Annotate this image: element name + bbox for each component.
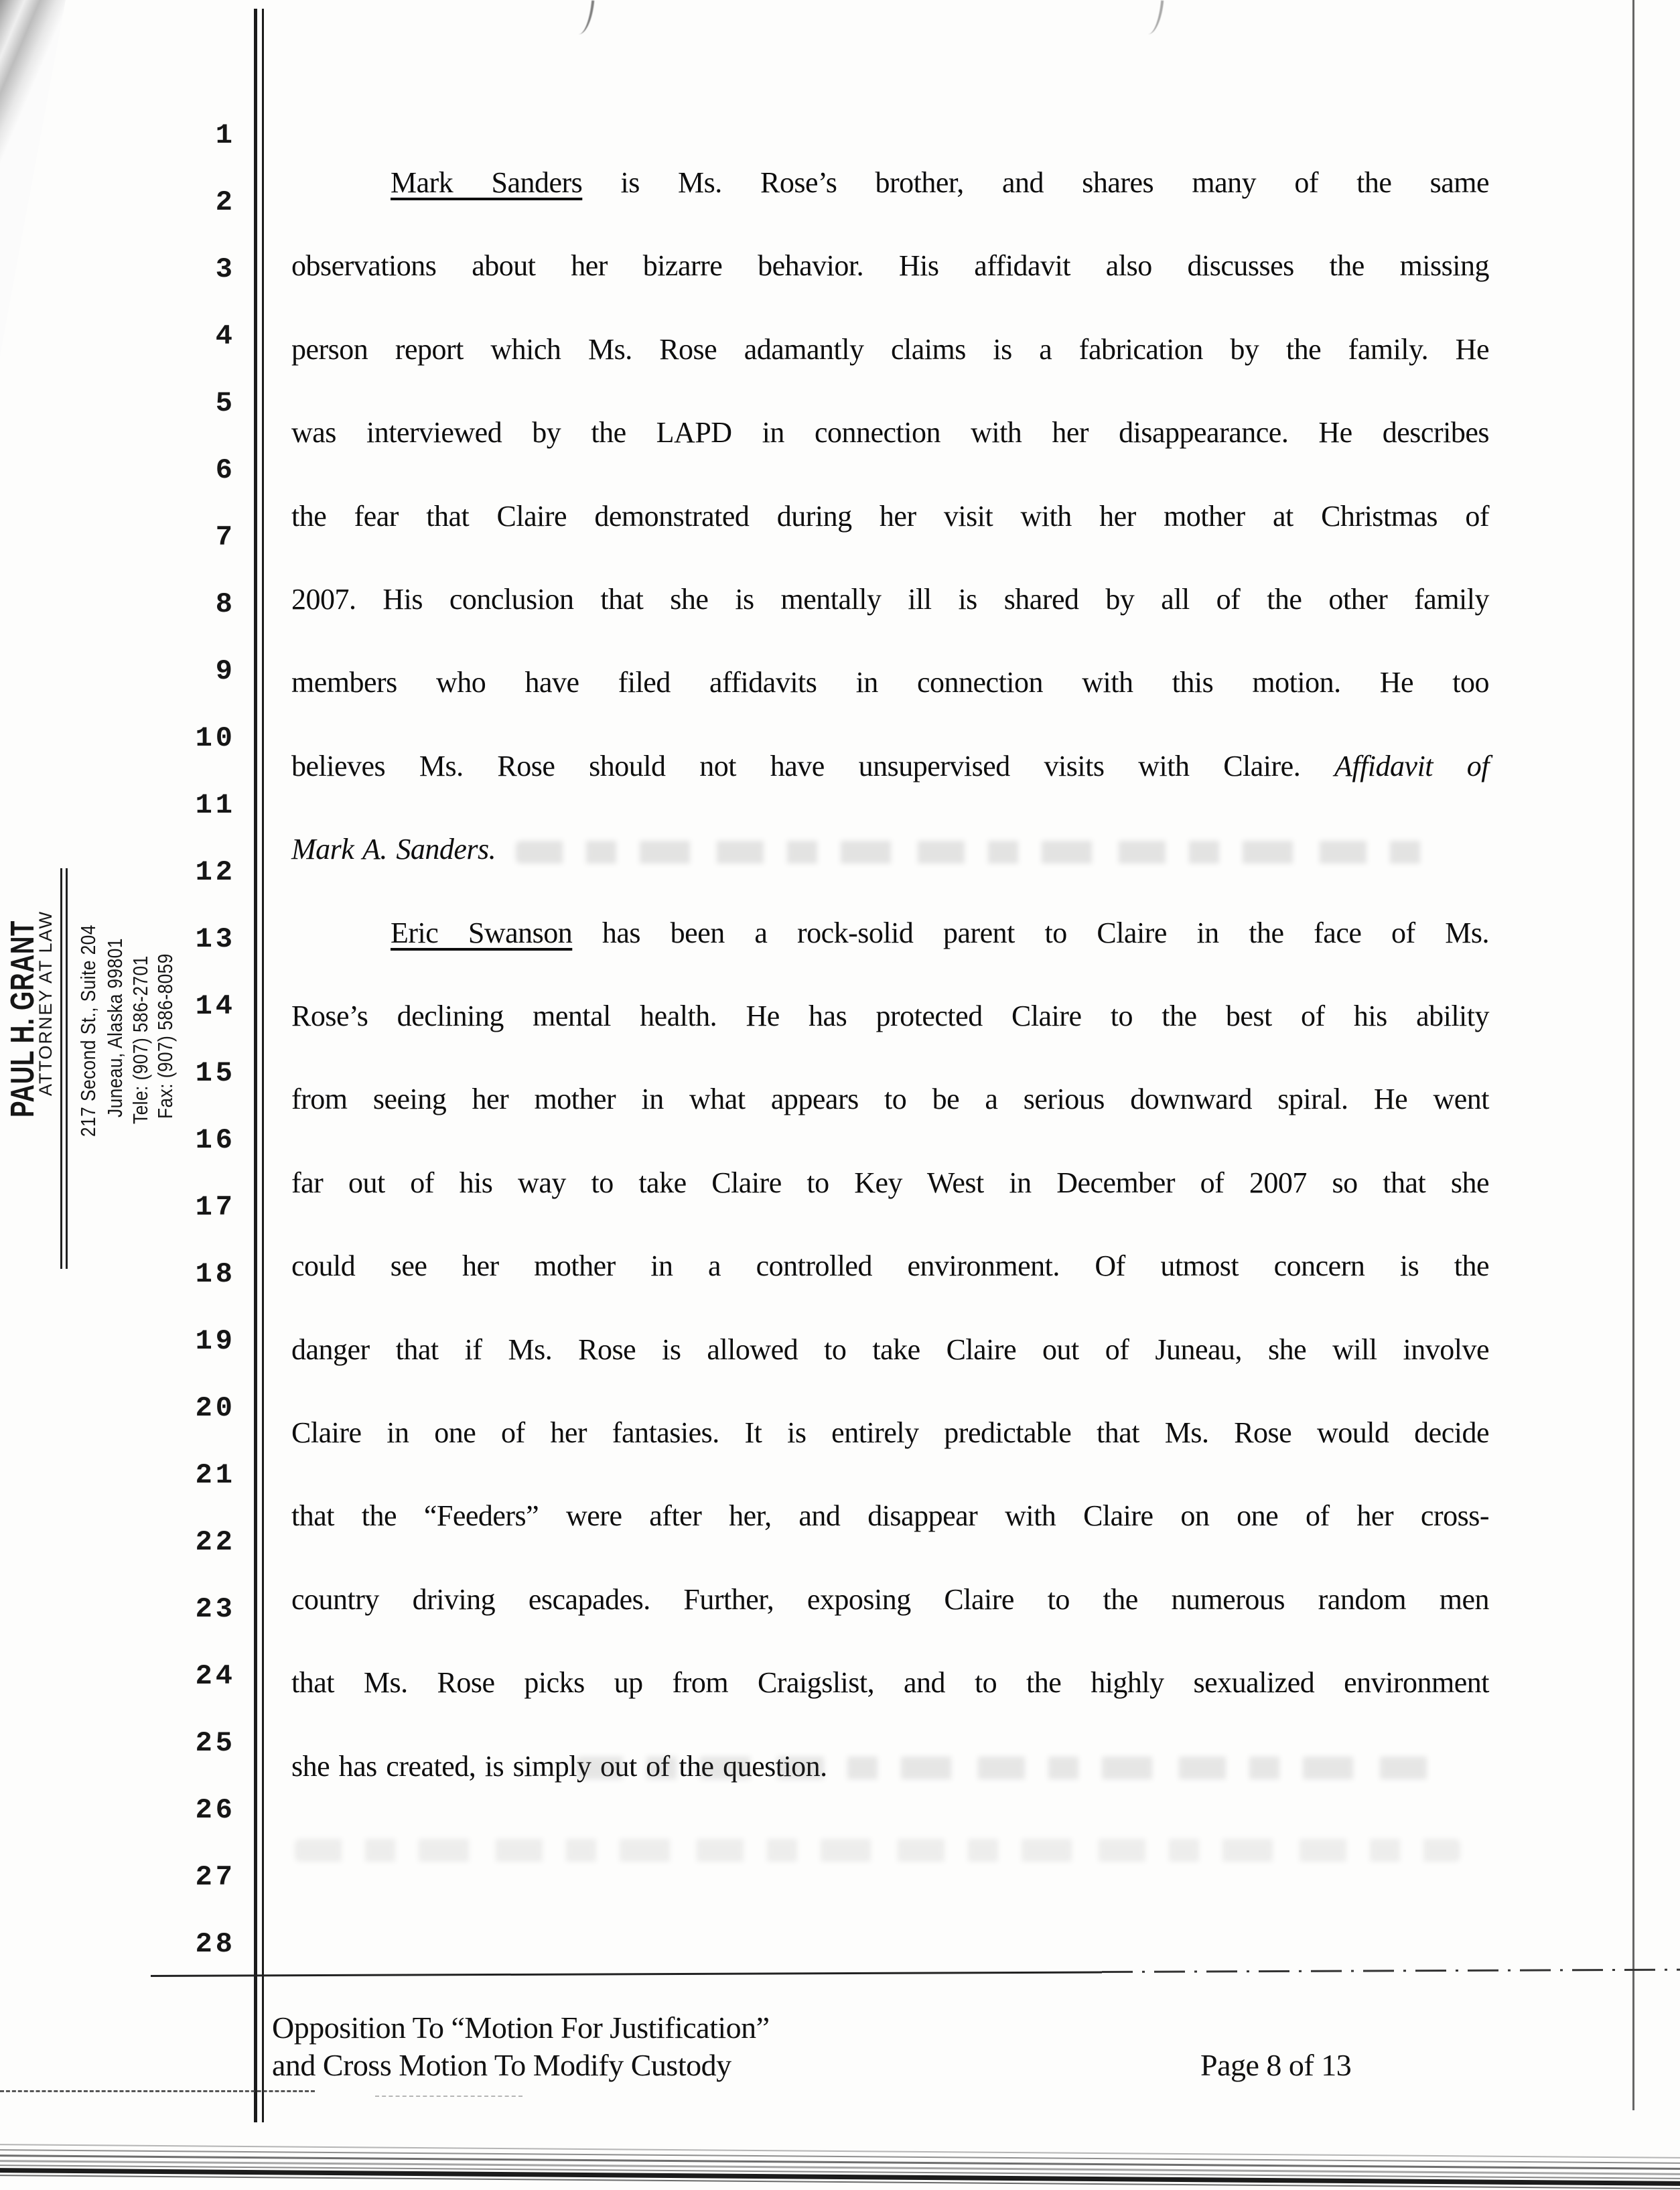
body-line [291, 249, 1489, 287]
line-number: 21 [195, 1459, 236, 1491]
line-number: 5 [215, 387, 236, 419]
text-segment: that the “Feeders” were after her, and disappear with Claire on one of her cross- [291, 1499, 1489, 1533]
body-line [291, 1166, 1489, 1205]
text-segment: the fear that Claire demonstrated during her visit with her mother at Christmas of [291, 499, 1489, 533]
attorney-address-street: 217 Second St., Suite 204 [76, 925, 100, 1137]
bleed-through-smudge [516, 841, 1440, 864]
line-number: 1 [215, 119, 236, 151]
line-number: 12 [195, 856, 236, 888]
footer-case-title-line1: Opposition To “Motion For Justification” [272, 2010, 770, 2045]
body-line [291, 665, 1489, 704]
text-segment: Rose’s declining mental health. He has protected Claire to the best of his ability [291, 1000, 1489, 1032]
scan-dashed-line [0, 2090, 315, 2092]
text-segment: country driving escapades. Further, exposing Claire to the numerous random men [291, 1582, 1489, 1616]
bleed-through-smudge [295, 1839, 1460, 1862]
text-segment: is Ms. Rose’s brother, and shares many of the same [582, 166, 1490, 199]
line-number: 19 [195, 1325, 236, 1357]
body-line [291, 999, 1489, 1038]
line-number: 18 [195, 1258, 236, 1290]
text-segment: believes Ms. Rose should not have unsupervised visits with Claire. [291, 749, 1334, 782]
attorney-fax: Fax: (907) 586-8059 [153, 953, 177, 1119]
line-number: 6 [215, 454, 236, 486]
line-number: 10 [195, 722, 236, 754]
text-segment: 2007. His conclusion that she is mentally ill is shared by all of the other family [291, 583, 1489, 616]
text-segment: members who have filed affidavits in connection with this motion. He too [291, 666, 1489, 699]
attorney-phone: Tele: (907) 586-2701 [129, 955, 152, 1124]
line-number: 14 [195, 990, 236, 1022]
bleed-through-smudge [576, 1757, 1433, 1779]
line-number: 24 [195, 1660, 236, 1692]
body-line [291, 499, 1489, 538]
text-segment: that Ms. Rose picks up from Craigslist, and to the highly sexualized environment [291, 1666, 1489, 1700]
line-number: 9 [215, 655, 236, 687]
line-number: 27 [195, 1861, 236, 1893]
letterhead-rule [66, 868, 68, 1269]
attorney-name: PAUL H. GRANT [5, 920, 41, 1117]
body-line [291, 582, 1489, 621]
line-number: 20 [195, 1392, 236, 1424]
line-number: 2 [215, 186, 236, 218]
text-segment: observations about her bizarre behavior. His affidavit also discusses the missing [291, 249, 1489, 283]
footer-case-title-line2: and Cross Motion To Modify Custody [272, 2048, 731, 2082]
body-line [291, 916, 1489, 955]
line-number: 15 [195, 1057, 236, 1089]
text-segment: from seeing her mother in what appears to be a serious downward spiral. He went [291, 1083, 1489, 1116]
line-number: 26 [195, 1794, 236, 1826]
text-segment: could see her mother in a controlled environment. Of utmost concern is the [291, 1249, 1489, 1283]
line-number: 17 [195, 1191, 236, 1223]
body-line [291, 1249, 1489, 1288]
footer-separator-line [151, 1972, 1102, 1977]
line-number: 28 [195, 1928, 236, 1960]
body-line [291, 1332, 1489, 1371]
attorney-address-city: Juneau, Alaska 99801 [103, 938, 127, 1117]
letterhead-rule [60, 868, 62, 1269]
scan-corner-artifact [0, 0, 66, 356]
body-line [291, 1499, 1489, 1537]
line-number: 3 [215, 253, 236, 285]
line-number: 8 [215, 588, 236, 620]
line-number: 22 [195, 1526, 236, 1558]
scan-curl-mark [1148, 0, 1164, 36]
text-segment: she has created, is simply out of the question. [291, 1749, 827, 1783]
body-line [291, 165, 1489, 204]
text-segment: far out of his way to take Claire to Key West in December of 2007 so that she [291, 1166, 1489, 1199]
body-line [291, 749, 1489, 788]
pleading-rule-left [254, 9, 257, 2122]
line-number: 4 [215, 320, 236, 352]
text-segment: has been a rock-solid parent to Claire in the face of Ms. [572, 916, 1489, 949]
body-line [291, 332, 1489, 371]
text-segment: Claire in one of her fantasies. It is entirely predictable that Ms. Rose would decide [291, 1416, 1489, 1449]
scan-curl-mark [579, 0, 594, 36]
scan-dashed-line [375, 2096, 522, 2097]
line-number: 23 [195, 1593, 236, 1625]
body-line [291, 415, 1489, 454]
body-line [291, 1416, 1489, 1454]
line-number: 16 [195, 1124, 236, 1156]
text-segment: person report which Ms. Rose adamantly claims is a fabrication by the family. He [291, 332, 1489, 366]
body-line [291, 1665, 1489, 1704]
underlined-name: Mark Sanders [391, 166, 583, 199]
body-line [291, 1082, 1489, 1121]
paper-edge-line [1632, 0, 1634, 2110]
italic-citation: Mark A. Sanders. [291, 833, 496, 866]
italic-citation: Affidavit of [1334, 749, 1489, 782]
body-line [291, 1582, 1489, 1621]
footer-separator-dashes [1102, 1969, 1680, 1973]
text-segment: danger that if Ms. Rose is allowed to take Claire out of Juneau, she will involve [291, 1332, 1489, 1366]
line-number: 11 [195, 789, 236, 821]
attorney-title: ATTORNEY AT LAW [36, 910, 56, 1096]
text-segment: was interviewed by the LAPD in connection with her disappearance. He describes [291, 416, 1489, 450]
underlined-name: Eric Swanson [391, 916, 573, 949]
line-number: 7 [215, 521, 236, 553]
line-number: 25 [195, 1727, 236, 1759]
page-number-indicator: Page 8 of 13 [1200, 2048, 1352, 2082]
pleading-rule-right [262, 9, 264, 2122]
line-number: 13 [195, 923, 236, 955]
